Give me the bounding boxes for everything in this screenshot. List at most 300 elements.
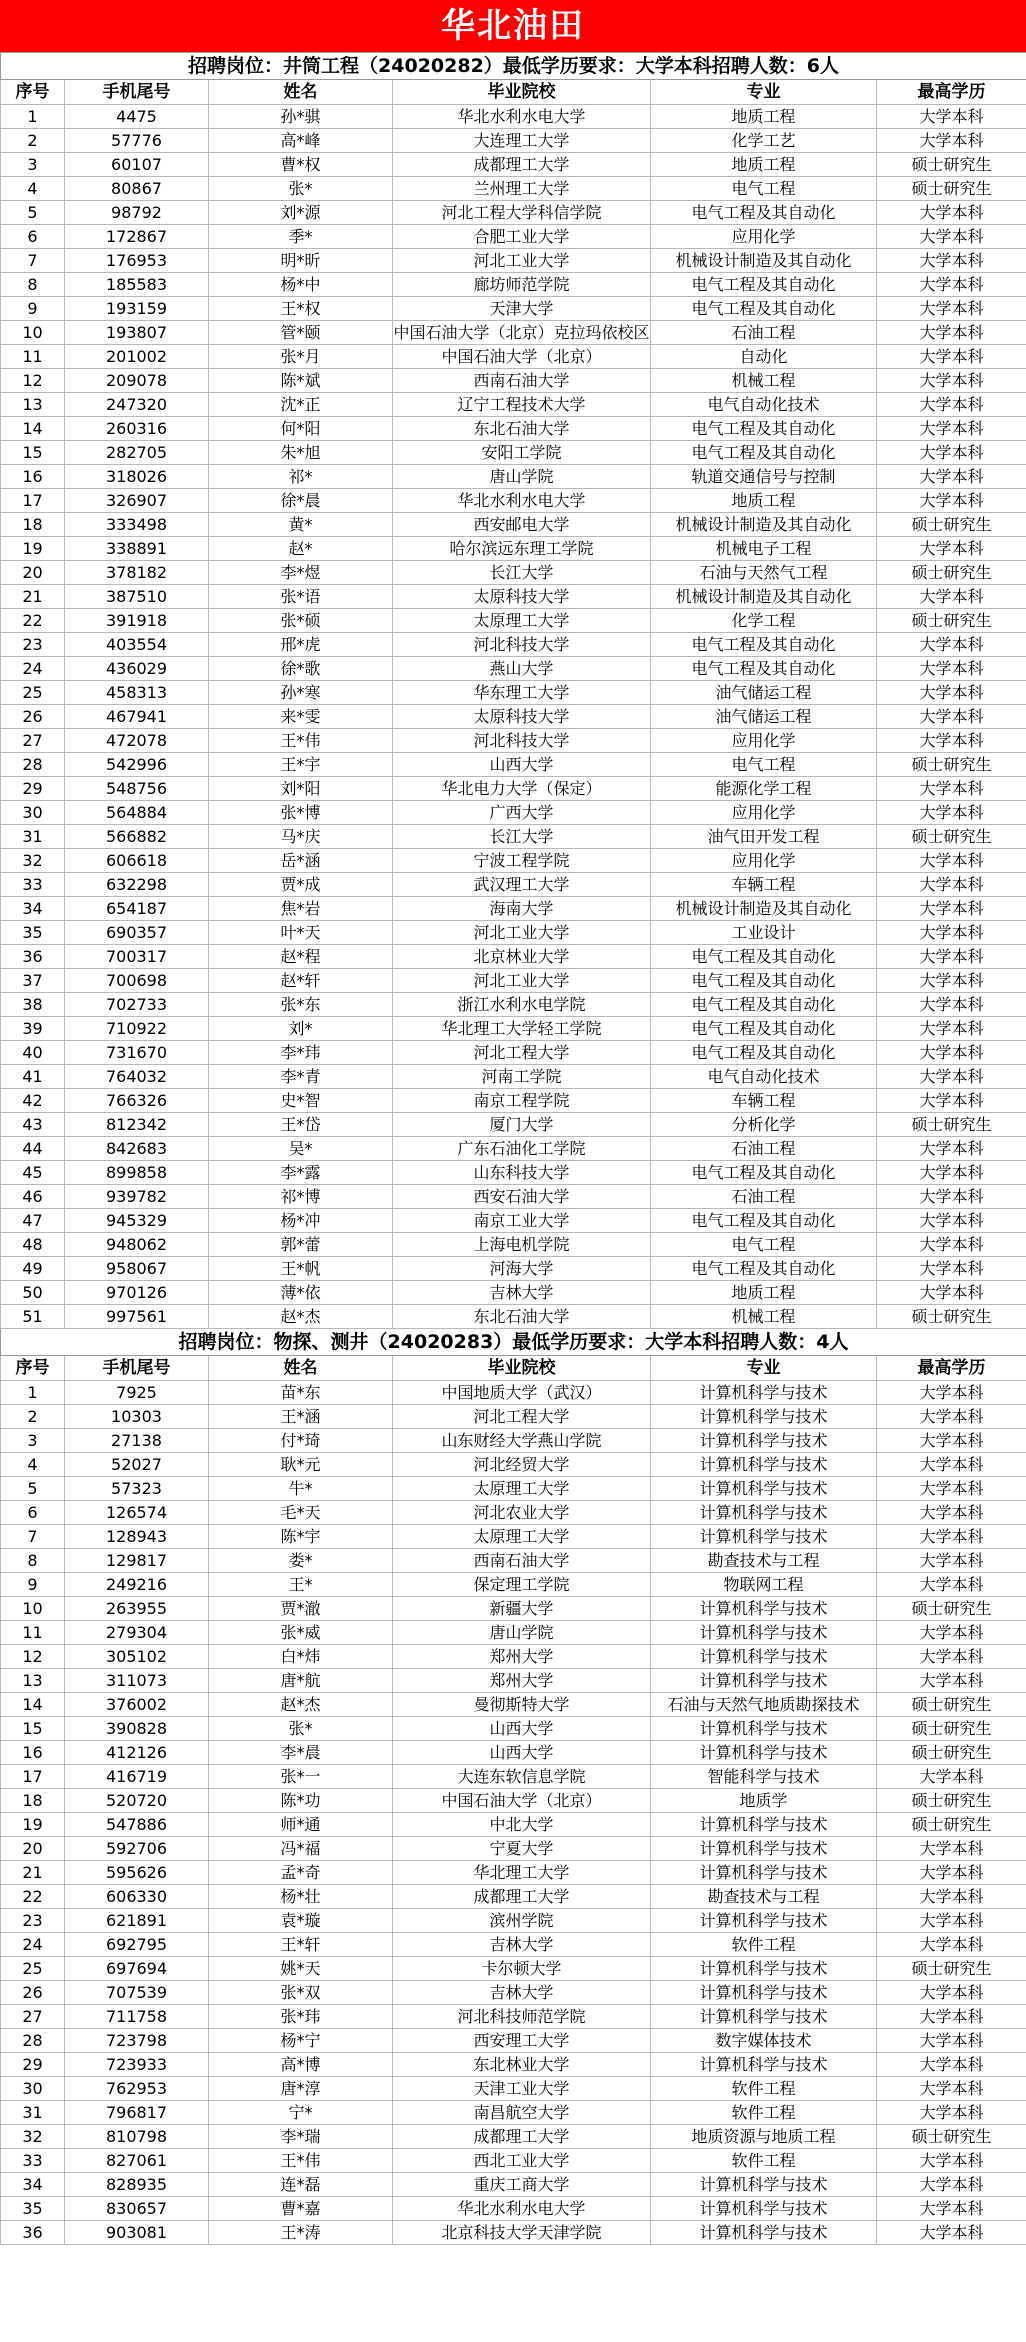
cell-phone-suffix: 126574 bbox=[65, 1501, 209, 1525]
cell-degree: 硕士研究生 bbox=[877, 153, 1026, 177]
cell-index: 28 bbox=[1, 2029, 65, 2053]
cell-major: 车辆工程 bbox=[651, 1089, 877, 1113]
table-row bbox=[1, 945, 1026, 969]
cell-name: 焦*岩 bbox=[209, 897, 393, 921]
cell-school: 太原理工大学 bbox=[393, 1477, 651, 1501]
cell-phone-suffix: 472078 bbox=[65, 729, 209, 753]
cell-degree: 硕士研究生 bbox=[877, 1789, 1026, 1813]
cell-name: 杨*中 bbox=[209, 273, 393, 297]
cell-major: 分析化学 bbox=[651, 1113, 877, 1137]
cell-index: 43 bbox=[1, 1113, 65, 1137]
cell-school: 河南工学院 bbox=[393, 1065, 651, 1089]
cell-index: 41 bbox=[1, 1065, 65, 1089]
cell-phone-suffix: 842683 bbox=[65, 1137, 209, 1161]
cell-index: 31 bbox=[1, 2101, 65, 2125]
table-row bbox=[1, 2101, 1026, 2125]
cell-phone-suffix: 958067 bbox=[65, 1257, 209, 1281]
cell-phone-suffix: 326907 bbox=[65, 489, 209, 513]
cell-index: 6 bbox=[1, 1501, 65, 1525]
cell-school: 燕山大学 bbox=[393, 657, 651, 681]
cell-name: 王*轩 bbox=[209, 1933, 393, 1957]
cell-index: 27 bbox=[1, 729, 65, 753]
cell-name: 曹*权 bbox=[209, 153, 393, 177]
cell-name: 李*瑞 bbox=[209, 2125, 393, 2149]
cell-index: 17 bbox=[1, 489, 65, 513]
cell-name: 唐*航 bbox=[209, 1669, 393, 1693]
cell-phone-suffix: 387510 bbox=[65, 585, 209, 609]
cell-name: 白*炜 bbox=[209, 1645, 393, 1669]
cell-degree: 大学本科 bbox=[877, 897, 1026, 921]
cell-phone-suffix: 176953 bbox=[65, 249, 209, 273]
cell-school: 山东科技大学 bbox=[393, 1161, 651, 1185]
cell-name: 李*煜 bbox=[209, 561, 393, 585]
cell-major: 油气储运工程 bbox=[651, 705, 877, 729]
cell-name: 曹*嘉 bbox=[209, 2197, 393, 2221]
cell-index: 48 bbox=[1, 1233, 65, 1257]
cell-school: 太原理工大学 bbox=[393, 1525, 651, 1549]
table-row bbox=[1, 1501, 1026, 1525]
cell-degree: 大学本科 bbox=[877, 2197, 1026, 2221]
cell-major: 应用化学 bbox=[651, 801, 877, 825]
cell-school: 滨州学院 bbox=[393, 1909, 651, 1933]
cell-degree: 大学本科 bbox=[877, 1933, 1026, 1957]
cell-phone-suffix: 621891 bbox=[65, 1909, 209, 1933]
cell-name: 娄* bbox=[209, 1549, 393, 1573]
cell-index: 32 bbox=[1, 2125, 65, 2149]
header-school: 毕业院校 bbox=[393, 80, 651, 105]
cell-major: 地质学 bbox=[651, 1789, 877, 1813]
cell-phone-suffix: 193159 bbox=[65, 297, 209, 321]
cell-major: 自动化 bbox=[651, 345, 877, 369]
cell-phone-suffix: 731670 bbox=[65, 1041, 209, 1065]
table-row bbox=[1, 1137, 1026, 1161]
cell-phone-suffix: 7925 bbox=[65, 1381, 209, 1405]
cell-index: 7 bbox=[1, 1525, 65, 1549]
cell-degree: 大学本科 bbox=[877, 2053, 1026, 2077]
column-header-row bbox=[1, 1356, 1026, 1381]
cell-name: 张* bbox=[209, 177, 393, 201]
cell-school: 重庆工商大学 bbox=[393, 2173, 651, 2197]
table-row bbox=[1, 2005, 1026, 2029]
cell-index: 29 bbox=[1, 2053, 65, 2077]
cell-name: 王*权 bbox=[209, 297, 393, 321]
cell-school: 河北工业大学 bbox=[393, 921, 651, 945]
cell-index: 1 bbox=[1, 1381, 65, 1405]
cell-school: 西安石油大学 bbox=[393, 1185, 651, 1209]
table-row bbox=[1, 1305, 1026, 1329]
cell-phone-suffix: 98792 bbox=[65, 201, 209, 225]
cell-degree: 大学本科 bbox=[877, 945, 1026, 969]
cell-school: 西南石油大学 bbox=[393, 369, 651, 393]
cell-name: 王*宇 bbox=[209, 753, 393, 777]
cell-phone-suffix: 57323 bbox=[65, 1477, 209, 1501]
cell-degree: 大学本科 bbox=[877, 585, 1026, 609]
table-row bbox=[1, 1885, 1026, 1909]
cell-degree: 大学本科 bbox=[877, 2221, 1026, 2245]
cell-school: 南京工程学院 bbox=[393, 1089, 651, 1113]
cell-phone-suffix: 700317 bbox=[65, 945, 209, 969]
cell-name: 张*一 bbox=[209, 1765, 393, 1789]
cell-school: 河北经贸大学 bbox=[393, 1453, 651, 1477]
cell-index: 25 bbox=[1, 1957, 65, 1981]
cell-name: 张*玮 bbox=[209, 2005, 393, 2029]
cell-degree: 大学本科 bbox=[877, 1065, 1026, 1089]
cell-name: 李*露 bbox=[209, 1161, 393, 1185]
cell-degree: 硕士研究生 bbox=[877, 2125, 1026, 2149]
cell-name: 赵*杰 bbox=[209, 1693, 393, 1717]
cell-index: 37 bbox=[1, 969, 65, 993]
cell-major: 计算机科学与技术 bbox=[651, 1837, 877, 1861]
cell-major: 油气储运工程 bbox=[651, 681, 877, 705]
cell-name: 张*博 bbox=[209, 801, 393, 825]
table-row bbox=[1, 585, 1026, 609]
cell-major: 电气工程 bbox=[651, 1233, 877, 1257]
cell-school: 南昌航空大学 bbox=[393, 2101, 651, 2125]
cell-major: 计算机科学与技术 bbox=[651, 2005, 877, 2029]
cell-index: 40 bbox=[1, 1041, 65, 1065]
cell-degree: 硕士研究生 bbox=[877, 177, 1026, 201]
cell-name: 叶*天 bbox=[209, 921, 393, 945]
cell-name: 陈*斌 bbox=[209, 369, 393, 393]
column-header-row bbox=[1, 80, 1026, 105]
cell-index: 4 bbox=[1, 177, 65, 201]
cell-degree: 大学本科 bbox=[877, 1257, 1026, 1281]
cell-phone-suffix: 766326 bbox=[65, 1089, 209, 1113]
cell-name: 唐*淳 bbox=[209, 2077, 393, 2101]
cell-index: 38 bbox=[1, 993, 65, 1017]
header-major: 专业 bbox=[651, 1356, 877, 1381]
cell-degree: 硕士研究生 bbox=[877, 753, 1026, 777]
cell-name: 张*语 bbox=[209, 585, 393, 609]
cell-phone-suffix: 520720 bbox=[65, 1789, 209, 1813]
cell-phone-suffix: 4475 bbox=[65, 105, 209, 129]
table-row bbox=[1, 249, 1026, 273]
cell-major: 地质资源与地质工程 bbox=[651, 2125, 877, 2149]
cell-major: 软件工程 bbox=[651, 2101, 877, 2125]
cell-index: 24 bbox=[1, 1933, 65, 1957]
cell-name: 沈*正 bbox=[209, 393, 393, 417]
cell-index: 30 bbox=[1, 2077, 65, 2101]
cell-index: 19 bbox=[1, 1813, 65, 1837]
cell-degree: 大学本科 bbox=[877, 537, 1026, 561]
cell-name: 史*智 bbox=[209, 1089, 393, 1113]
cell-major: 机械电子工程 bbox=[651, 537, 877, 561]
cell-major: 电气工程及其自动化 bbox=[651, 969, 877, 993]
cell-index: 20 bbox=[1, 1837, 65, 1861]
header-major: 专业 bbox=[651, 80, 877, 105]
cell-name: 王*伟 bbox=[209, 729, 393, 753]
table-row bbox=[1, 2149, 1026, 2173]
cell-name: 薄*依 bbox=[209, 1281, 393, 1305]
cell-phone-suffix: 172867 bbox=[65, 225, 209, 249]
table-row bbox=[1, 1209, 1026, 1233]
cell-index: 32 bbox=[1, 849, 65, 873]
cell-major: 计算机科学与技术 bbox=[651, 1621, 877, 1645]
cell-school: 海南大学 bbox=[393, 897, 651, 921]
cell-school: 太原科技大学 bbox=[393, 705, 651, 729]
table-row bbox=[1, 1281, 1026, 1305]
cell-major: 电气工程及其自动化 bbox=[651, 993, 877, 1017]
cell-index: 9 bbox=[1, 297, 65, 321]
cell-school: 山西大学 bbox=[393, 1741, 651, 1765]
table-row bbox=[1, 1065, 1026, 1089]
cell-degree: 硕士研究生 bbox=[877, 513, 1026, 537]
cell-degree: 硕士研究生 bbox=[877, 1305, 1026, 1329]
header-index: 序号 bbox=[1, 80, 65, 105]
cell-phone-suffix: 542996 bbox=[65, 753, 209, 777]
cell-name: 管*颐 bbox=[209, 321, 393, 345]
cell-phone-suffix: 416719 bbox=[65, 1765, 209, 1789]
cell-phone-suffix: 412126 bbox=[65, 1741, 209, 1765]
table-row bbox=[1, 2077, 1026, 2101]
table-row bbox=[1, 681, 1026, 705]
cell-school: 中国石油大学（北京） bbox=[393, 345, 651, 369]
cell-major: 应用化学 bbox=[651, 225, 877, 249]
cell-school: 哈尔滨远东理工学院 bbox=[393, 537, 651, 561]
cell-major: 计算机科学与技术 bbox=[651, 1501, 877, 1525]
table-row bbox=[1, 1041, 1026, 1065]
cell-index: 17 bbox=[1, 1765, 65, 1789]
cell-phone-suffix: 945329 bbox=[65, 1209, 209, 1233]
cell-index: 11 bbox=[1, 345, 65, 369]
cell-major: 化学工程 bbox=[651, 609, 877, 633]
cell-school: 保定理工学院 bbox=[393, 1573, 651, 1597]
cell-index: 8 bbox=[1, 1549, 65, 1573]
cell-name: 牛* bbox=[209, 1477, 393, 1501]
cell-major: 计算机科学与技术 bbox=[651, 1981, 877, 2005]
cell-major: 物联网工程 bbox=[651, 1573, 877, 1597]
cell-school: 南京工业大学 bbox=[393, 1209, 651, 1233]
cell-major: 计算机科学与技术 bbox=[651, 2173, 877, 2197]
cell-school: 安阳工学院 bbox=[393, 441, 651, 465]
cell-index: 19 bbox=[1, 537, 65, 561]
cell-school: 河北科技大学 bbox=[393, 729, 651, 753]
cell-index: 27 bbox=[1, 2005, 65, 2029]
cell-major: 电气工程及其自动化 bbox=[651, 273, 877, 297]
cell-major: 电气工程及其自动化 bbox=[651, 417, 877, 441]
cell-school: 山东财经大学燕山学院 bbox=[393, 1429, 651, 1453]
cell-major: 电气工程及其自动化 bbox=[651, 633, 877, 657]
cell-name: 黄* bbox=[209, 513, 393, 537]
cell-major: 计算机科学与技术 bbox=[651, 1525, 877, 1549]
cell-name: 师*通 bbox=[209, 1813, 393, 1837]
cell-major: 电气工程及其自动化 bbox=[651, 297, 877, 321]
cell-degree: 大学本科 bbox=[877, 1765, 1026, 1789]
cell-degree: 大学本科 bbox=[877, 1621, 1026, 1645]
cell-index: 4 bbox=[1, 1453, 65, 1477]
cell-school: 广东石油化工学院 bbox=[393, 1137, 651, 1161]
cell-index: 13 bbox=[1, 1669, 65, 1693]
cell-major: 电气工程及其自动化 bbox=[651, 1017, 877, 1041]
cell-degree: 大学本科 bbox=[877, 1453, 1026, 1477]
section-heading-row bbox=[1, 1329, 1026, 1356]
cell-major: 勘查技术与工程 bbox=[651, 1885, 877, 1909]
cell-major: 计算机科学与技术 bbox=[651, 1669, 877, 1693]
table-row bbox=[1, 801, 1026, 825]
cell-name: 陈*宇 bbox=[209, 1525, 393, 1549]
cell-major: 工业设计 bbox=[651, 921, 877, 945]
cell-name: 刘*阳 bbox=[209, 777, 393, 801]
cell-index: 45 bbox=[1, 1161, 65, 1185]
cell-phone-suffix: 436029 bbox=[65, 657, 209, 681]
cell-name: 孙*骐 bbox=[209, 105, 393, 129]
cell-name: 毛*天 bbox=[209, 1501, 393, 1525]
cell-name: 耿*元 bbox=[209, 1453, 393, 1477]
cell-degree: 大学本科 bbox=[877, 345, 1026, 369]
cell-phone-suffix: 702733 bbox=[65, 993, 209, 1017]
cell-index: 30 bbox=[1, 801, 65, 825]
cell-school: 华北理工大学 bbox=[393, 1861, 651, 1885]
cell-phone-suffix: 692795 bbox=[65, 1933, 209, 1957]
table-row bbox=[1, 105, 1026, 129]
cell-index: 26 bbox=[1, 705, 65, 729]
cell-degree: 大学本科 bbox=[877, 1549, 1026, 1573]
cell-degree: 硕士研究生 bbox=[877, 1813, 1026, 1837]
cell-name: 李*玮 bbox=[209, 1041, 393, 1065]
cell-name: 付*琦 bbox=[209, 1429, 393, 1453]
cell-school: 河北工程大学 bbox=[393, 1405, 651, 1429]
header-degree: 最高学历 bbox=[877, 1356, 1026, 1381]
cell-name: 岳*涵 bbox=[209, 849, 393, 873]
cell-school: 新疆大学 bbox=[393, 1597, 651, 1621]
cell-school: 成都理工大学 bbox=[393, 1885, 651, 1909]
cell-name: 祁*博 bbox=[209, 1185, 393, 1209]
table-row bbox=[1, 369, 1026, 393]
cell-index: 20 bbox=[1, 561, 65, 585]
cell-index: 51 bbox=[1, 1305, 65, 1329]
cell-name: 杨*冲 bbox=[209, 1209, 393, 1233]
cell-phone-suffix: 193807 bbox=[65, 321, 209, 345]
cell-index: 1 bbox=[1, 105, 65, 129]
cell-degree: 大学本科 bbox=[877, 393, 1026, 417]
cell-major: 电气工程及其自动化 bbox=[651, 1041, 877, 1065]
header-name: 姓名 bbox=[209, 80, 393, 105]
cell-name: 来*雯 bbox=[209, 705, 393, 729]
cell-degree: 大学本科 bbox=[877, 1185, 1026, 1209]
cell-index: 18 bbox=[1, 1789, 65, 1813]
cell-index: 35 bbox=[1, 921, 65, 945]
cell-index: 28 bbox=[1, 753, 65, 777]
cell-name: 贾*成 bbox=[209, 873, 393, 897]
cell-degree: 大学本科 bbox=[877, 1429, 1026, 1453]
table-row bbox=[1, 1089, 1026, 1113]
cell-degree: 大学本科 bbox=[877, 1381, 1026, 1405]
table-row bbox=[1, 729, 1026, 753]
table-row bbox=[1, 465, 1026, 489]
cell-school: 吉林大学 bbox=[393, 1933, 651, 1957]
cell-degree: 大学本科 bbox=[877, 1501, 1026, 1525]
cell-name: 王*岱 bbox=[209, 1113, 393, 1137]
table-row bbox=[1, 1161, 1026, 1185]
cell-degree: 大学本科 bbox=[877, 1137, 1026, 1161]
cell-school: 宁夏大学 bbox=[393, 1837, 651, 1861]
cell-index: 14 bbox=[1, 1693, 65, 1717]
cell-degree: 硕士研究生 bbox=[877, 1693, 1026, 1717]
table-row bbox=[1, 2029, 1026, 2053]
cell-degree: 大学本科 bbox=[877, 2173, 1026, 2197]
cell-index: 50 bbox=[1, 1281, 65, 1305]
cell-degree: 大学本科 bbox=[877, 441, 1026, 465]
cell-phone-suffix: 403554 bbox=[65, 633, 209, 657]
cell-major: 电气工程及其自动化 bbox=[651, 1161, 877, 1185]
cell-phone-suffix: 52027 bbox=[65, 1453, 209, 1477]
cell-name: 李*青 bbox=[209, 1065, 393, 1089]
cell-school: 大连东软信息学院 bbox=[393, 1765, 651, 1789]
table-row bbox=[1, 1113, 1026, 1137]
cell-degree: 大学本科 bbox=[877, 369, 1026, 393]
cell-phone-suffix: 249216 bbox=[65, 1573, 209, 1597]
cell-phone-suffix: 201002 bbox=[65, 345, 209, 369]
cell-index: 2 bbox=[1, 1405, 65, 1429]
cell-index: 5 bbox=[1, 201, 65, 225]
table-row bbox=[1, 1741, 1026, 1765]
cell-phone-suffix: 128943 bbox=[65, 1525, 209, 1549]
cell-index: 46 bbox=[1, 1185, 65, 1209]
cell-phone-suffix: 796817 bbox=[65, 2101, 209, 2125]
header-degree: 最高学历 bbox=[877, 80, 1026, 105]
cell-index: 34 bbox=[1, 2173, 65, 2197]
cell-phone-suffix: 458313 bbox=[65, 681, 209, 705]
table-row bbox=[1, 1429, 1026, 1453]
cell-school: 西安理工大学 bbox=[393, 2029, 651, 2053]
cell-school: 河北工程大学科信学院 bbox=[393, 201, 651, 225]
table-row bbox=[1, 1525, 1026, 1549]
cell-school: 大连理工大学 bbox=[393, 129, 651, 153]
table-row bbox=[1, 2197, 1026, 2221]
table-row bbox=[1, 1185, 1026, 1209]
cell-index: 44 bbox=[1, 1137, 65, 1161]
cell-school: 河北科技大学 bbox=[393, 633, 651, 657]
cell-index: 22 bbox=[1, 609, 65, 633]
cell-school: 山西大学 bbox=[393, 753, 651, 777]
cell-phone-suffix: 606618 bbox=[65, 849, 209, 873]
cell-major: 电气工程及其自动化 bbox=[651, 441, 877, 465]
cell-major: 计算机科学与技术 bbox=[651, 1717, 877, 1741]
cell-major: 电气自动化技术 bbox=[651, 1065, 877, 1089]
cell-degree: 大学本科 bbox=[877, 777, 1026, 801]
cell-name: 祁* bbox=[209, 465, 393, 489]
cell-major: 机械设计制造及其自动化 bbox=[651, 585, 877, 609]
cell-major: 软件工程 bbox=[651, 2077, 877, 2101]
cell-name: 明*昕 bbox=[209, 249, 393, 273]
table-row bbox=[1, 441, 1026, 465]
cell-index: 13 bbox=[1, 393, 65, 417]
cell-phone-suffix: 10303 bbox=[65, 1405, 209, 1429]
cell-degree: 大学本科 bbox=[877, 2005, 1026, 2029]
cell-major: 计算机科学与技术 bbox=[651, 1381, 877, 1405]
cell-school: 西安邮电大学 bbox=[393, 513, 651, 537]
cell-school: 河北科技师范学院 bbox=[393, 2005, 651, 2029]
cell-name: 冯*福 bbox=[209, 1837, 393, 1861]
table-row bbox=[1, 1573, 1026, 1597]
cell-phone-suffix: 606330 bbox=[65, 1885, 209, 1909]
cell-phone-suffix: 690357 bbox=[65, 921, 209, 945]
table-row bbox=[1, 1477, 1026, 1501]
cell-major: 机械设计制造及其自动化 bbox=[651, 513, 877, 537]
cell-name: 徐*歌 bbox=[209, 657, 393, 681]
cell-name: 朱*旭 bbox=[209, 441, 393, 465]
cell-degree: 大学本科 bbox=[877, 1041, 1026, 1065]
cell-degree: 硕士研究生 bbox=[877, 1597, 1026, 1621]
cell-major: 电气工程及其自动化 bbox=[651, 945, 877, 969]
cell-name: 张* bbox=[209, 1717, 393, 1741]
cell-phone-suffix: 60107 bbox=[65, 153, 209, 177]
cell-major: 电气工程及其自动化 bbox=[651, 1209, 877, 1233]
cell-phone-suffix: 390828 bbox=[65, 1717, 209, 1741]
cell-name: 陈*功 bbox=[209, 1789, 393, 1813]
cell-name: 张*威 bbox=[209, 1621, 393, 1645]
cell-phone-suffix: 547886 bbox=[65, 1813, 209, 1837]
